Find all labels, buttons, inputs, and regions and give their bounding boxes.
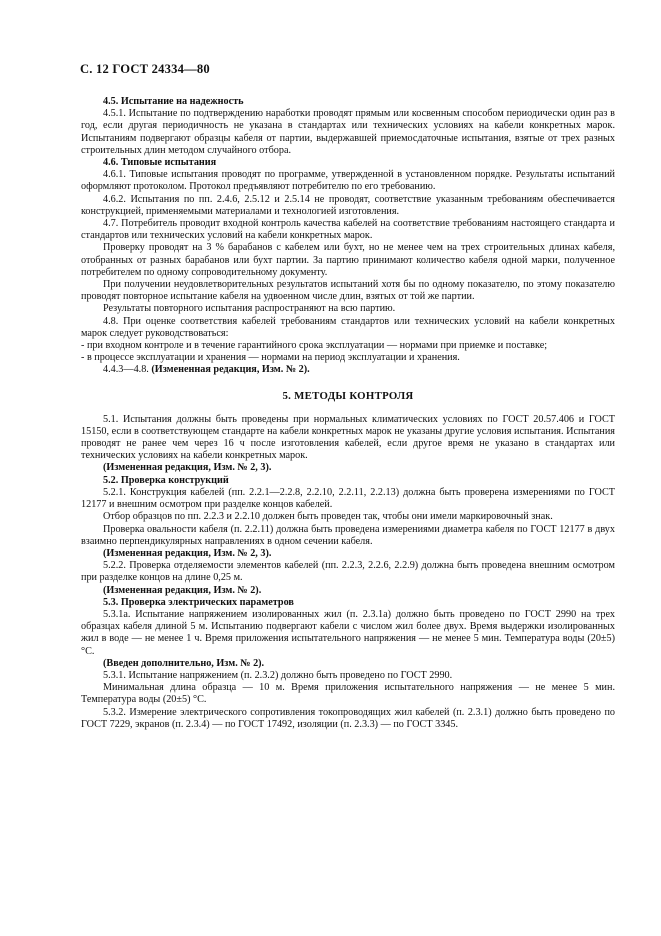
list-item-incoming-control: - при входном контроле и в течение гарантийного срока эксплуатации — нормами при приемке и поставке; (81, 340, 548, 352)
amendment-note-5-1: (Измененная редакция, Изм. № 2, 3). (103, 462, 272, 474)
paragraph-5-2-1-ovality: Проверка овальности кабеля (п. 2.2.11) должна быть проведена измерениями диаметра кабеля по ГОСТ 12177 в двух взаимно перпендикулярных направлениях в одном сечении кабеля. (81, 523, 615, 547)
paragraph-5-2-1: 5.2.1. Конструкция кабелей (пп. 2.2.1—2.2.8, 2.2.10, 2.2.11, 2.2.13) должна быть проверена измерениями по ГОСТ 12177 и внешним осмотром при разделке концов кабелей. (81, 486, 615, 511)
paragraph-4-5-1: 4.5.1. Испытание по подтверждению наработки проводят прямым или косвенным способом периодически один раз в год, если другая периодичность не указана в стандартах или технических условиях на кабели конкретных марок. Испытаниям подвергают образцы кабеля от партии, выдержавшей приемосдаточные испытания, взятые от трех разных строительных длин методом случайного отбора. (81, 108, 615, 156)
paragraph-4-8: 4.8. При оценке соответствия кабелей требованиям стандартов или технических условий на кабели конкретных марок следует руководствоваться: (81, 315, 615, 339)
paragraph-5-3-1a: 5.3.1а. Испытание напряжением изолированных жил (п. 2.3.1а) должно быть проведено по ГОСТ 2990 на трех образцах кабеля длиной 5 м. Испытанию подвергают кабели с числом жил более двух. Время выдержки изолированных жил в воде — не менее 1 ч. Время приложения испытательного напряжения — не менее 5 мин. Температура воды (20±5) °С. (81, 608, 615, 657)
amendment-ref: 4.4.3—4.8. (103, 364, 149, 376)
paragraph-4-6-2: 4.6.2. Испытания по пп. 2.4.6, 2.5.12 и 2.5.14 не проводят, соответствие указанным требованиям обеспечивается конструкцией, применяемыми материалами и технологией изготовления. (81, 193, 615, 217)
paragraph-5-1: 5.1. Испытания должны быть проведены при нормальных климатических условиях по ГОСТ 20.57.406 и ГОСТ 15150, если в соответствующем стандарте на кабели конкретных марок не указаны другие условия испытания. Испытания проводят не ранее чем через 16 ч после изготовления кабелей, если другое время не указано в стандартах или технических условиях на кабели конкретных марок. (81, 413, 615, 462)
paragraph-5-3-1: 5.3.1. Испытание напряжением (п. 2.3.2) должно быть проведено по ГОСТ 2990. (103, 669, 453, 681)
list-item-operation: - в процессе эксплуатации и хранения — нормами на период эксплуатации и хранения. (81, 352, 460, 364)
paragraph-4-7-results: Результаты повторного испытания распространяют на всю партию. (103, 303, 396, 315)
paragraph-4-7-retest: При получении неудовлетворительных результатов испытаний хотя бы по одному показателю, по этому показателю проводят повторное испытание кабеля на удвоенном числе длин, взятых от той же партии. (81, 279, 615, 303)
paragraph-5-2-2: 5.2.2. Проверка отделяемости элементов кабелей (пп. 2.2.3, 2.2.6, 2.2.9) должна быть проведена внешним осмотром при разделке концов на длине 0,25 м. (81, 560, 615, 584)
heading-4-5: 4.5. Испытание на надежность (103, 96, 244, 107)
document-body (81, 96, 615, 731)
heading-5-2: 5.2. Проверка конструкций (103, 474, 229, 486)
paragraph-5-3-2: 5.3.2. Измерение электрического сопротивления токопроводящих жил кабелей (п. 2.3.1) должно быть проведено по ГОСТ 7229, экранов (п. 2.3.4) — по ГОСТ 17492, изоляции (п. 2.3.3) — по ГОСТ 3345. (81, 706, 615, 730)
section-title: 5. МЕТОДЫ КОНТРОЛЯ (282, 389, 414, 402)
paragraph-4-7: 4.7. Потребитель проводит входной контроль качества кабелей на соответствие требованиям настоящего стандарта и стандартов или технических условий на кабели конкретных марок. (81, 218, 615, 242)
amendment-note-5-2-1: (Измененная редакция, Изм. № 2, 3). (103, 547, 272, 559)
amendment-note-4-8 (81, 364, 615, 376)
heading-4-6: 4.6. Типовые испытания (103, 157, 217, 169)
paragraph-4-7-check: Проверку проводят на 3 % барабанов с кабелем или бухт, но не менее чем на трех строительных длинах кабеля, отобранных от разных барабанов или бухт партии. За партию принимают количество кабеля одной марки, полученное потребителем по одному сопроводительному документу. (81, 242, 615, 278)
paragraph-4-6-1: 4.6.1. Типовые испытания проводят по программе, утвержденной в установленном порядке. Результаты испытаний оформляют протоколом. Протокол предъявляют потребителю по его требованию. (81, 169, 615, 193)
amendment-note-5-3-1a: (Введен дополнительно, Изм. № 2). (103, 657, 265, 669)
paragraph-5-3-1-min-length: Минимальная длина образца — 10 м. Время приложения испытательного напряжения — не менее 5 мин. Температура воды (20±5) °С. (81, 682, 615, 706)
heading-5-3: 5.3. Проверка электрических параметров (103, 596, 294, 608)
amendment-label: (Измененная редакция, Изм. № 2). (151, 364, 310, 376)
page-header: С. 12 ГОСТ 24334—80 (80, 62, 210, 76)
paragraph-5-2-1-sampling: Отбор образцов по пп. 2.2.3 и 2.2.10 должен быть проведен так, чтобы они имели маркировочный знак. (103, 511, 553, 523)
amendment-note-5-2-2: (Измененная редакция, Изм. № 2). (103, 584, 262, 596)
